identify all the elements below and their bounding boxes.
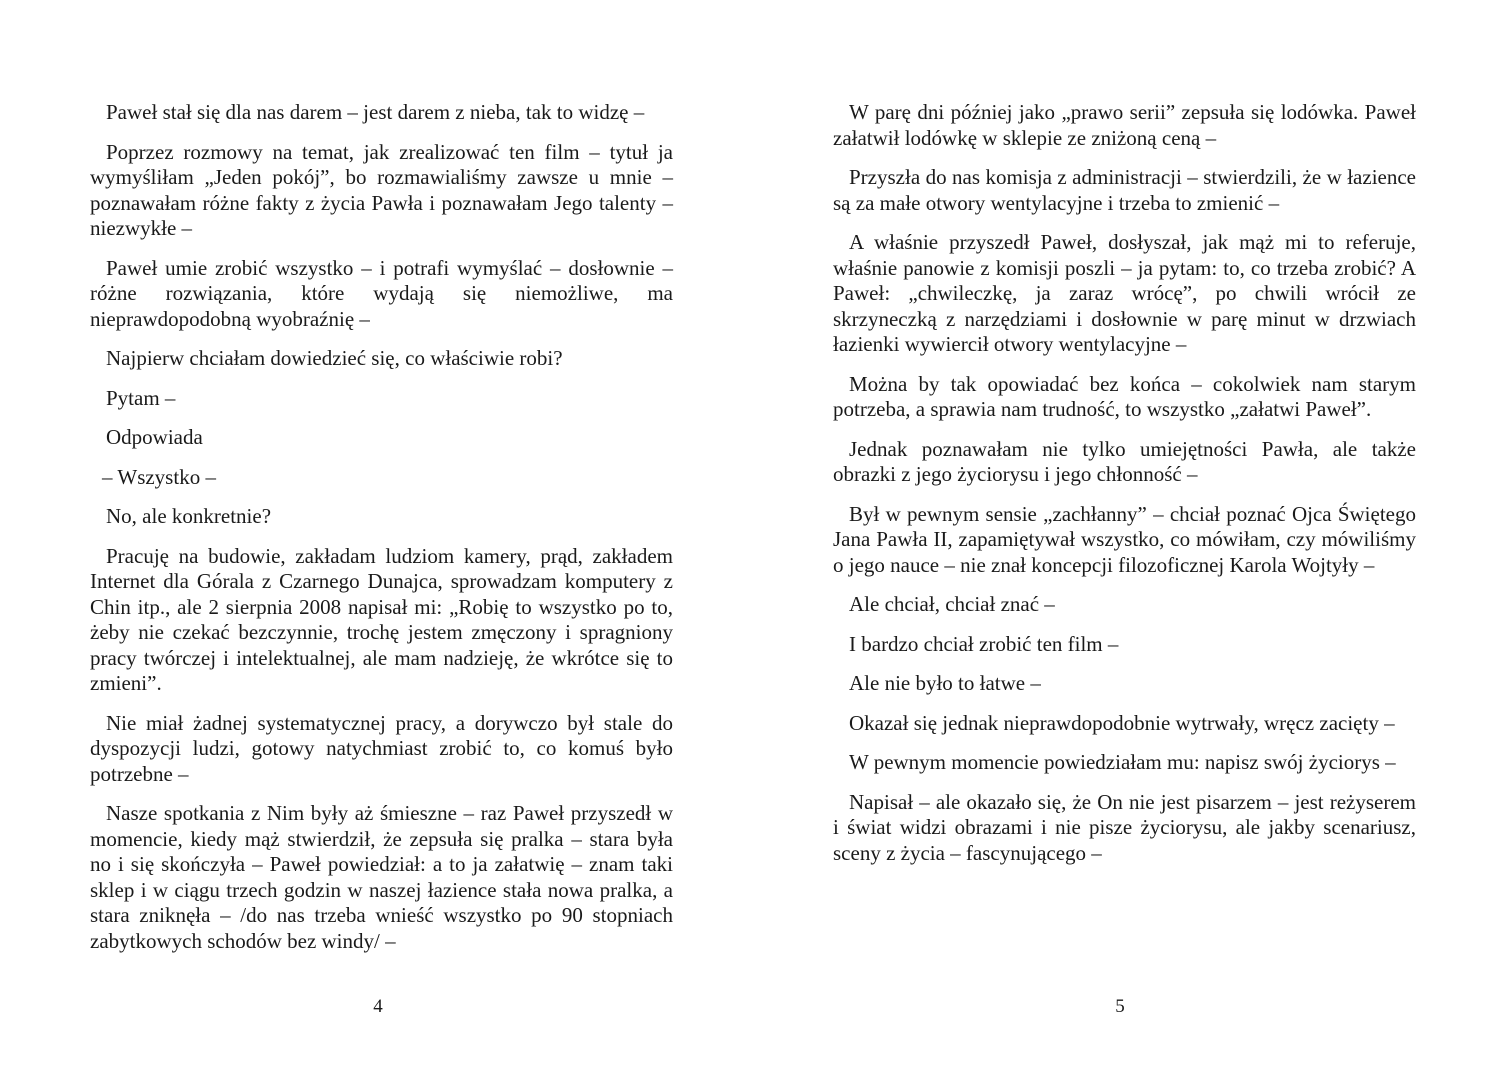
paragraph: Przyszła do nas komisja z administracji – stwierdzili, że w łazience są za małe otwory wentylacyjne i trzeba to zmienić – [833, 165, 1416, 215]
page-number: 4 [373, 996, 383, 1017]
paragraph: Okazał się jednak nieprawdopodobnie wytrwały, wręcz zacięty – [849, 710, 1395, 735]
paragraph: Pracuję na budowie, zakładam ludziom kamery, prąd, zakładem Internet dla Górala z Czarnego Dunajca, sprowadzam komputery z Chin itp., ale 2 sierpnia 2008 napisał mi: „Robię to wszystko po to, żeby nie czekać bezczynnie, trochę jestem zmęczony i spragniony pracy twórczej i intelektualnej, ale mam nadzieję, że wkrótce się to zmieni”. [90, 543, 673, 695]
paragraph: I bardzo chciał zrobić ten film – [849, 631, 1119, 656]
paragraph: Nasze spotkania z Nim były aż śmieszne – raz Paweł przyszedł w momencie, kiedy mąż stwierdził, że zepsuła się pralka – stara była no i się skończyła – Paweł powiedział: a to ja załatwię – znam taki sklep i w ciągu trzech godzin w naszej łazience stała nowa pralka, a stara zniknęła – /do nas trzeba wnieść wszystko po 90 stopniach zabytkowych schodów bez windy/ – [90, 801, 673, 953]
paragraph: Odpowiada [106, 425, 203, 449]
right-page [750, 0, 1500, 1073]
paragraph: Ale nie było to łatwe – [849, 671, 1041, 695]
page-number: 5 [1115, 996, 1125, 1017]
paragraph: Paweł umie zrobić wszystko – i potrafi wymyślać – dosłownie – różne rozwiązania, które wydają się niemożliwe, ma nieprawdopodobną wyobraźnię – [90, 255, 673, 331]
paragraph: Najpierw chciałam dowiedzieć się, co właściwie robi? [106, 346, 563, 370]
left-page-text [90, 100, 673, 968]
right-page-text [833, 100, 1416, 880]
paragraph: Pytam – [106, 385, 176, 410]
paragraph: – Wszystko – [102, 464, 216, 489]
paragraph: Napisał – ale okazało się, że On nie jest pisarzem – jest reżyserem i świat widzi obrazami i nie pisze życiorysu, ale jakby scenariusz, sceny z życia – fascynującego – [833, 789, 1416, 865]
paragraph: Jednak poznawałam nie tylko umiejętności Pawła, ale także obrazki z jego życiorysu i jego chłonność – [833, 436, 1416, 486]
paragraph: Poprzez rozmowy na temat, jak zrealizować ten film – tytuł ja wymyśliłam „Jeden pokój”, bo rozmawialiśmy zawsze u mnie – poznawałam różne fakty z życia Pawła i poznawałam Jego talenty – niezwykłe – [90, 139, 673, 240]
paragraph: W pewnym momencie powiedziałam mu: napisz swój życiorys – [849, 750, 1396, 774]
paragraph: Ale chciał, chciał znać – [849, 592, 1055, 616]
paragraph: No, ale konkretnie? [106, 504, 272, 528]
paragraph: Nie miał żadnej systematycznej pracy, a dorywczo był stale do dyspozycji ludzi, gotowy natychmiast zrobić to, co komuś było potrzebne – [90, 710, 673, 786]
paragraph: A właśnie przyszedł Paweł, dosłyszał, jak mąż mi to referuje, właśnie panowie z komisji poszli – ja pytam: to, co trzeba zrobić? A Paweł: „chwileczkę, ja zaraz wrócę”, po chwili wrócił ze skrzyneczką z narzędziami i dosłownie w parę minut w drzwiach łazienki wywiercił otwory wentylacyjne – [833, 230, 1416, 356]
paragraph: W parę dni później jako „prawo serii” zepsuła się lodówka. Paweł załatwił lodówkę w sklepie ze zniżoną ceną – [833, 100, 1416, 150]
paragraph: Paweł stał się dla nas darem – jest darem z nieba, tak to widzę – [106, 100, 645, 124]
paragraph: Można by tak opowiadać bez końca – cokolwiek nam starym potrzeba, a sprawia nam trudność, to wszystko „załatwi Paweł”. [833, 371, 1416, 421]
paragraph: Był w pewnym sensie „zachłanny” – chciał poznać Ojca Świętego Jana Pawła II, zapamiętywał wszystko, co mówiłam, czy mówiliśmy o jego nauce – nie znał koncepcji filozoficznej Karola Wojtyły – [833, 501, 1416, 577]
